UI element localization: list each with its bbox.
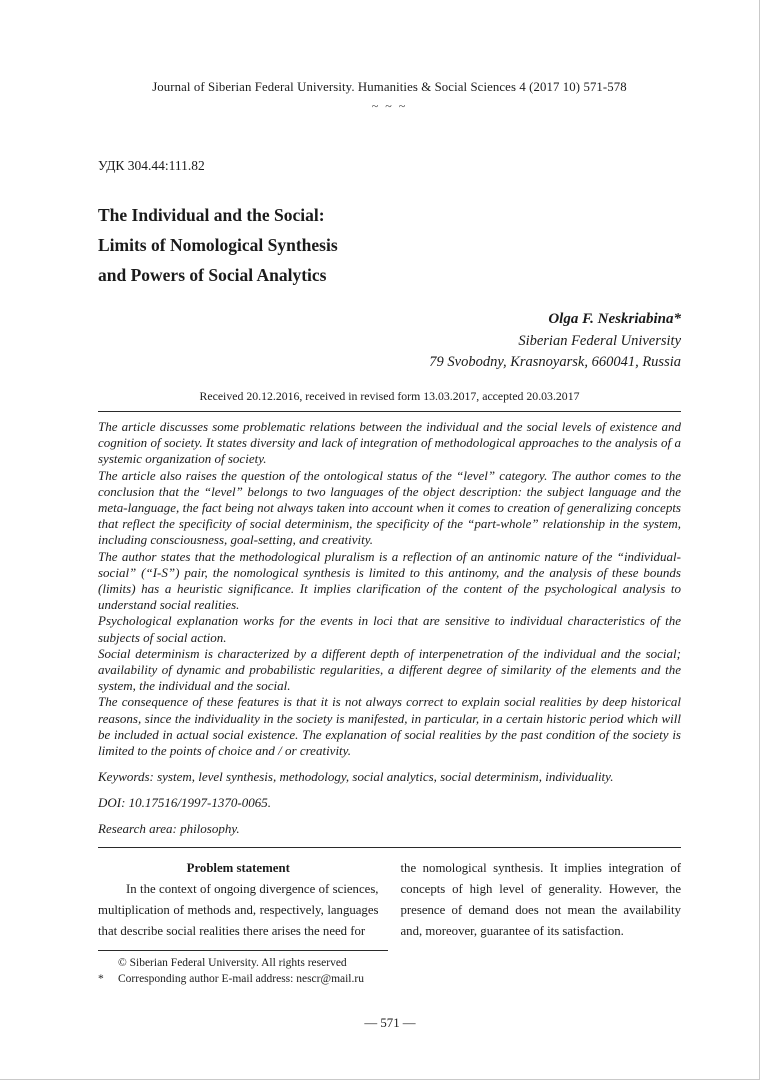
abstract-paragraph: Psychological explanation works for the events in loci that are sensitive to individual characteristics of the subjects of social action. bbox=[98, 613, 681, 645]
paper-title-line-3: and Powers of Social Analytics bbox=[98, 265, 327, 285]
right-column bbox=[401, 858, 682, 942]
footnote-marker: * bbox=[98, 973, 104, 985]
received-dates: Received 20.12.2016, received in revised form 13.03.2017, accepted 20.03.2017 bbox=[199, 389, 580, 403]
copyright-note: © Siberian Federal University. All rights reserved bbox=[118, 957, 347, 969]
author-address: 79 Svobodny, Krasnoyarsk, 660041, Russia bbox=[429, 354, 681, 370]
paper-title-line-1: The Individual and the Social: bbox=[98, 205, 325, 225]
footnote-rule bbox=[98, 950, 388, 951]
section-heading: Problem statement bbox=[186, 861, 290, 876]
udk-code: УДК 304.44:111.82 bbox=[98, 158, 205, 173]
body-paragraph-right: the nomological synthesis. It implies integration of concepts of high level of generality. However, the presence of demand does not mean the availability and, moreover, guarantee of its satisfaction. bbox=[400, 861, 681, 939]
abstract-paragraph: The article also raises the question of the ontological status of the “level” category. The author comes to the conclusion that the “level” belongs to two languages of the object description: the subject language and the meta-language, the fact being not always taken into account when it comes to creation of generalizing concepts that reflect the specificity of social determinism, the specificity of the “part-whole” relationship in the system, including consciousness, goal-setting, and creativity. bbox=[98, 467, 681, 548]
body-top-rule bbox=[98, 847, 681, 848]
abstract-paragraph: The article discusses some problematic relations between the individual and the social levels of existence and cognition of society. It states diversity and lack of integration of methodological approaches to the analysis of a systemic organization of society. bbox=[98, 419, 681, 467]
author-name: Olga F. Neskriabina* bbox=[548, 311, 681, 327]
left-column bbox=[98, 858, 379, 942]
corresponding-author-note bbox=[98, 971, 682, 987]
tilde-ornament: ~ ~ ~ bbox=[371, 99, 408, 113]
footnotes bbox=[98, 950, 682, 987]
abstract bbox=[98, 419, 681, 759]
abstract-top-rule bbox=[98, 411, 681, 412]
corresponding-author-text: Corresponding author E-mail address: nescr@mail.ru bbox=[118, 973, 364, 985]
body-paragraph-left: In the context of ongoing divergence of sciences, multiplication of methods and, respectively, languages that describe social realities there arises the need for bbox=[98, 882, 379, 939]
abstract-paragraph: Social determinism is characterized by a different depth of interpenetration of the individual and the social; availability of dynamic and probabilistic regularities, a different degree of similarity of the elements and the system, the individual and the social. bbox=[98, 645, 681, 694]
abstract-paragraph: The consequence of these features is that it is not always correct to explain social realities by deep historical reasons, since the individuality in the society is manifested, in particular, in a certain historic period which will be included in actual social existence. The explanation of social realities by the past condition of the society is limited to the points of choice and / or creativity. bbox=[98, 694, 681, 759]
page-number: — 571 — bbox=[364, 1016, 416, 1030]
paper-title bbox=[98, 200, 681, 290]
journal-header: Journal of Siberian Federal University. Humanities & Social Sciences 4 (2017 10) 571-578 bbox=[152, 80, 627, 94]
doi-line: DOI: 10.17516/1997-1370-0065. bbox=[98, 795, 271, 811]
keywords-line: Keywords: system, level synthesis, methodology, social analytics, social determinism, individuality. bbox=[98, 769, 614, 785]
author-affiliation: Siberian Federal University bbox=[518, 333, 681, 349]
author-block bbox=[98, 308, 681, 373]
two-column-body bbox=[98, 858, 681, 942]
paper-title-line-2: Limits of Nomological Synthesis bbox=[98, 235, 338, 255]
abstract-paragraph: The author states that the methodological pluralism is a reflection of an antinomic nature of the “individual-social” (“I-S”) pair, the nomological synthesis is limited to this antinomy, and the analysis of these bounds (limits) has a heuristic significance. It implies clarification of the content of the psychological analysis to understand social realities. bbox=[98, 548, 681, 613]
research-area-line: Research area: philosophy. bbox=[98, 821, 240, 837]
